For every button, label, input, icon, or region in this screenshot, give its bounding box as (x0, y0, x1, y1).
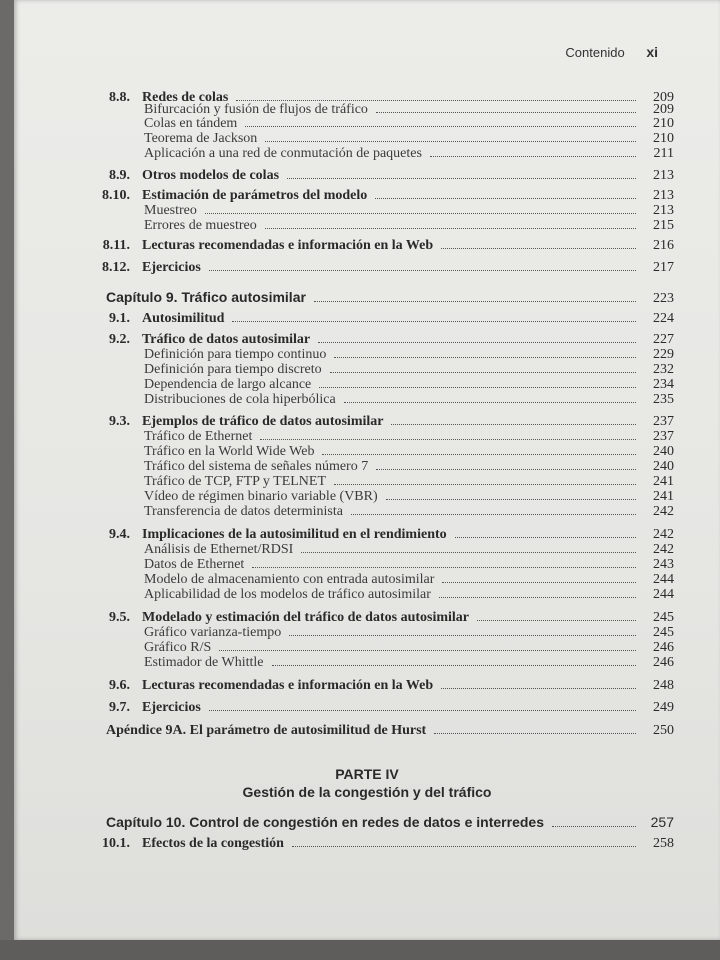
toc-entry-title: Modelo de almacenamiento con entrada autosimilar (144, 572, 435, 587)
part-title: Gestión de la congestión y del tráfico (242, 784, 492, 800)
toc-entry-page: 240 (653, 459, 674, 474)
leader-dots (375, 198, 636, 199)
toc-entry-page: 246 (653, 655, 674, 670)
toc-entry-title: Distribuciones de cola hiperbólica (144, 392, 336, 407)
toc-entry-number: 8.12. (102, 260, 130, 275)
toc-entry-title: Definición para tiempo discreto (144, 362, 322, 377)
part-label: PARTE IV (335, 766, 399, 782)
toc-entry-page: 245 (653, 610, 674, 625)
toc-entry (144, 392, 674, 407)
leader-dots (439, 597, 636, 598)
toc-entry (144, 362, 674, 377)
toc-entry-number: 9.4. (109, 527, 130, 542)
toc-entry-title: Lecturas recomendadas e información en la Web (142, 238, 434, 253)
toc-entry (144, 557, 674, 572)
toc-entry (144, 429, 674, 444)
toc-entry-title: Bifurcación y fusión de flujos de tráfico (144, 102, 368, 117)
toc-entry-title: Definición para tiempo continuo (144, 347, 327, 362)
toc-entry-page: 237 (653, 414, 674, 429)
toc-entry (109, 332, 674, 347)
leader-dots (386, 499, 636, 500)
leader-dots (455, 537, 636, 538)
toc-entry-title: Otros modelos de colas (142, 168, 280, 183)
toc-entry (106, 815, 674, 830)
toc-entry (102, 188, 674, 203)
leader-dots (205, 213, 636, 214)
leader-dots (265, 228, 636, 229)
toc-entry (144, 146, 674, 161)
toc-entry-page: 209 (653, 90, 674, 105)
toc-entry (144, 116, 674, 131)
toc-entry-page: 213 (653, 188, 674, 203)
toc-entry (106, 290, 674, 306)
leader-dots (344, 402, 636, 403)
leader-dots (430, 156, 636, 157)
toc-entry-title: Gráfico R/S (144, 640, 212, 655)
toc-entry-title: Ejercicios (142, 260, 201, 275)
toc-entry-page: 229 (653, 347, 674, 362)
leader-dots (314, 301, 636, 302)
toc-entry-page: 210 (653, 131, 674, 146)
leader-dots (265, 141, 636, 142)
toc-entry (102, 238, 674, 253)
toc-entry-title: Ejemplos de tráfico de datos autosimilar (142, 414, 384, 429)
toc-entry-title: Dependencia de largo alcance (144, 377, 312, 392)
leader-dots (351, 514, 636, 515)
toc-entry (144, 655, 674, 670)
leader-dots (236, 100, 636, 101)
toc-entry-number: 9.2. (109, 332, 130, 347)
toc-entry-number: 9.3. (109, 414, 130, 429)
toc-entry-title: Aplicación a una red de conmutación de paquetes (144, 146, 422, 161)
toc-entry-title: Redes de colas (142, 90, 229, 105)
toc-entry (109, 311, 674, 326)
toc-entry-title: Tráfico en la World Wide Web (144, 444, 315, 459)
toc-entry-page: 243 (653, 557, 674, 572)
toc-entry-page: 215 (653, 218, 674, 233)
toc-entry (102, 836, 674, 851)
toc-entry-title: Capítulo 10. Control de congestión en redes de datos e interredes (106, 814, 544, 830)
toc-entry (144, 640, 674, 655)
book-page (14, 0, 720, 940)
toc-entry-page: 244 (653, 572, 674, 587)
header-page-number: xi (646, 44, 658, 60)
leader-dots (245, 126, 636, 127)
toc-entry (144, 489, 674, 504)
toc-entry-page: 211 (653, 146, 674, 161)
toc-entry-page: 258 (653, 836, 674, 851)
toc-entry (144, 377, 674, 392)
leader-dots (292, 846, 636, 847)
toc-entry (109, 414, 674, 429)
toc-entry-page: 245 (653, 625, 674, 640)
toc-entry-page: 213 (653, 168, 674, 183)
toc-entry (102, 260, 674, 275)
toc-entry-title: Tráfico del sistema de señales número 7 (144, 459, 369, 474)
toc-entry-number: 9.1. (109, 311, 130, 326)
toc-entry-page: 232 (653, 362, 674, 377)
toc-entry-title: Vídeo de régimen binario variable (VBR) (144, 489, 378, 504)
toc-entry-page: 210 (653, 116, 674, 131)
toc-entry-title: Colas en tándem (144, 116, 238, 131)
toc-entry-page: 242 (653, 542, 674, 557)
toc-entry-number: 9.7. (109, 700, 130, 715)
toc-entry (144, 474, 674, 489)
toc-entry-page: 242 (653, 504, 674, 519)
leader-dots (441, 688, 636, 689)
toc-entry (109, 168, 674, 183)
toc-entry-title: Implicaciones de la autosimilitud en el rendimiento (142, 527, 447, 542)
toc-entry-title: Lecturas recomendadas e información en la Web (142, 678, 434, 693)
toc-entry (109, 678, 674, 693)
leader-dots (209, 270, 636, 271)
toc-entry (144, 218, 674, 233)
toc-entry (144, 131, 674, 146)
toc-entry-title: Estimador de Whittle (144, 655, 264, 670)
toc-entry-number: 8.8. (109, 90, 130, 105)
toc-entry-page: 244 (653, 587, 674, 602)
leader-dots (477, 620, 636, 621)
toc-entry-title: Tráfico de datos autosimilar (142, 332, 311, 347)
toc-entry-title: Tráfico de TCP, FTP y TELNET (144, 474, 327, 489)
toc-entry-page: 241 (653, 474, 674, 489)
toc-entry (144, 542, 674, 557)
toc-entry-page: 241 (653, 489, 674, 504)
toc-entry (144, 459, 674, 474)
toc-entry-title: Ejercicios (142, 700, 201, 715)
toc-entry (144, 444, 674, 459)
toc-entry-number: 9.6. (109, 678, 130, 693)
toc-entry-title: Autosimilitud (142, 311, 225, 326)
toc-entry (109, 700, 674, 715)
toc-entry-page: 213 (653, 203, 674, 218)
toc-entry-number: 9.5. (109, 610, 130, 625)
leader-dots (434, 733, 636, 734)
leader-dots (318, 342, 636, 343)
toc-entry-page: 234 (653, 377, 674, 392)
toc-entry-page: 223 (653, 291, 674, 306)
toc-entry-number: 8.10. (102, 188, 130, 203)
toc-entry-page: 250 (653, 723, 674, 738)
leader-dots (289, 635, 636, 636)
leader-dots (330, 372, 636, 373)
toc-entry (144, 203, 674, 218)
toc-entry (144, 587, 674, 602)
toc-entry-page: 209 (653, 102, 674, 117)
toc-entry (144, 572, 674, 587)
toc-entry-number: 10.1. (102, 836, 130, 851)
toc-entry-title: Teorema de Jackson (144, 131, 258, 146)
header-section: Contenido (565, 45, 625, 60)
toc-entry-title: Modelado y estimación del tráfico de datos autosimilar (142, 610, 470, 625)
leader-dots (260, 439, 636, 440)
leader-dots (272, 665, 637, 666)
toc-entry (109, 610, 674, 625)
toc-entry-title: Capítulo 9. Tráfico autosimilar (106, 289, 306, 305)
toc-entry-title: Errores de muestreo (144, 218, 257, 233)
toc-entry-page: 224 (653, 311, 674, 326)
toc-entry-page: 217 (653, 260, 674, 275)
leader-dots (322, 454, 636, 455)
toc-entry (144, 102, 674, 117)
toc-entry-page: 242 (653, 527, 674, 542)
leader-dots (219, 650, 636, 651)
toc-entry-number: 8.11. (102, 238, 130, 253)
toc-entry-page: 240 (653, 444, 674, 459)
toc-entry-title: Tráfico de Ethernet (144, 429, 253, 444)
toc-entry (144, 347, 674, 362)
toc-entry-title: Análisis de Ethernet/RDSI (144, 542, 294, 557)
toc-entry-page: 235 (653, 392, 674, 407)
toc-entry-title: Estimación de parámetros del modelo (142, 188, 368, 203)
toc-entry-page: 248 (653, 678, 674, 693)
leader-dots (391, 424, 636, 425)
toc-entry-page: 246 (653, 640, 674, 655)
leader-dots (252, 567, 636, 568)
leader-dots (287, 178, 636, 179)
toc-entry (144, 625, 674, 640)
toc-entry-page: 237 (653, 429, 674, 444)
toc-entry-title: Gráfico varianza-tiempo (144, 625, 282, 640)
leader-dots (552, 826, 636, 827)
toc-entry-page: 257 (650, 814, 674, 830)
toc-entry-title: Transferencia de datos determinista (144, 504, 343, 519)
leader-dots (376, 469, 636, 470)
page-edge-shadow (0, 940, 720, 960)
toc-entry (144, 504, 674, 519)
leader-dots (301, 552, 636, 553)
leader-dots (442, 582, 636, 583)
toc-entry-title: Datos de Ethernet (144, 557, 245, 572)
toc-entry-title: Efectos de la congestión (142, 836, 284, 851)
toc-entry-page: 216 (653, 238, 674, 253)
toc-entry (106, 723, 674, 738)
leader-dots (441, 248, 636, 249)
toc-entry-title: Apéndice 9A. El parámetro de autosimilitud de Hurst (106, 723, 427, 738)
leader-dots (334, 357, 636, 358)
leader-dots (376, 112, 636, 113)
toc-entry (109, 527, 674, 542)
leader-dots (319, 387, 636, 388)
leader-dots (334, 484, 636, 485)
leader-dots (232, 321, 636, 322)
toc-entry-page: 227 (653, 332, 674, 347)
leader-dots (209, 710, 636, 711)
toc-entry-page: 249 (653, 700, 674, 715)
toc-entry-number: 8.9. (109, 168, 130, 183)
toc-entry-title: Aplicabilidad de los modelos de tráfico autosimilar (144, 587, 431, 602)
toc-entry-title: Muestreo (144, 203, 197, 218)
